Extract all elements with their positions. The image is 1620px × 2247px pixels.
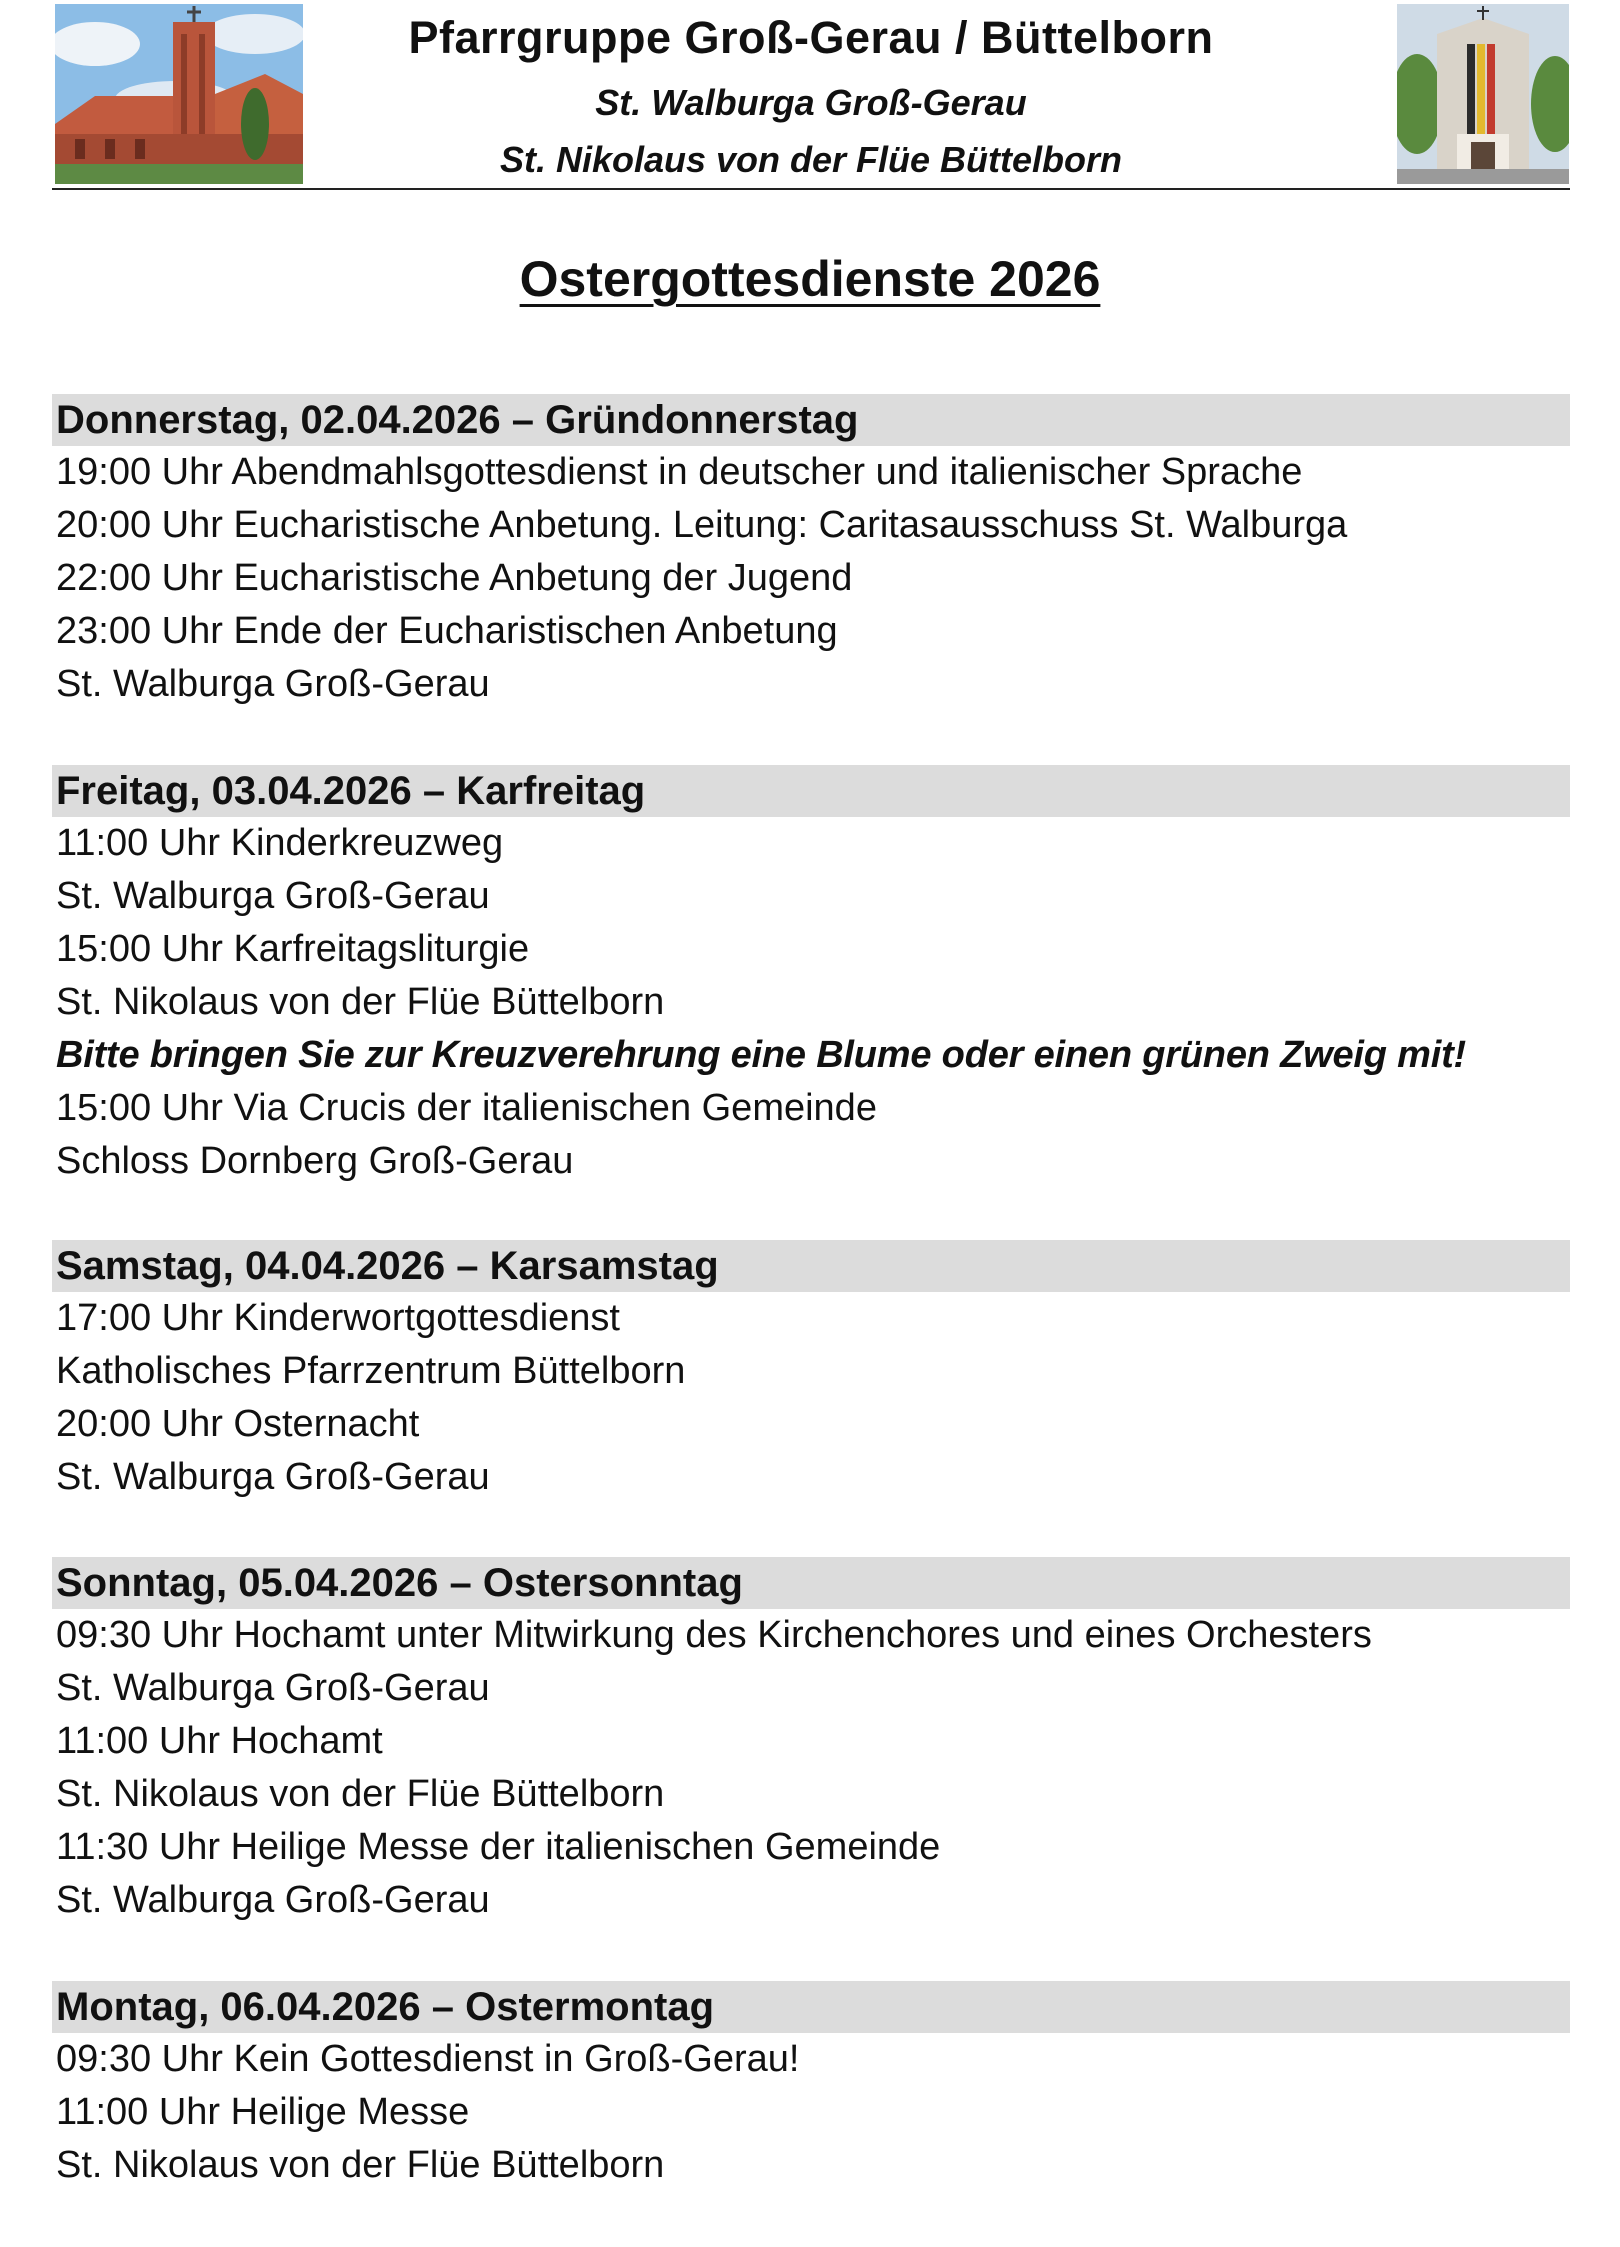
- location-line: Schloss Dornberg Groß-Gerau: [56, 1140, 574, 1182]
- schedule-line: 23:00 Uhr Ende der Eucharistischen Anbetung: [56, 610, 838, 652]
- day-header: Freitag, 03.04.2026 – Karfreitag: [52, 765, 1570, 817]
- parish-group-title: Pfarrgruppe Groß-Gerau / Büttelborn: [408, 12, 1214, 63]
- day-header: Donnerstag, 02.04.2026 – Gründonnerstag: [52, 394, 1570, 446]
- location-line: St. Nikolaus von der Flüe Büttelborn: [56, 1773, 665, 1815]
- day-header: Montag, 06.04.2026 – Ostermontag: [52, 1981, 1570, 2033]
- day-section-friday: [52, 765, 1570, 1188]
- schedule-line: 20:00 Uhr Osternacht: [56, 1403, 420, 1445]
- schedule-line: 22:00 Uhr Eucharistische Anbetung der Jugend: [56, 557, 853, 599]
- day-header: Samstag, 04.04.2026 – Karsamstag: [52, 1240, 1570, 1292]
- location-line: St. Walburga Groß-Gerau: [56, 663, 490, 705]
- location-line: St. Nikolaus von der Flüe Büttelborn: [56, 981, 665, 1023]
- location-line: St. Walburga Groß-Gerau: [56, 1667, 490, 1709]
- schedule-line: 09:30 Uhr Kein Gottesdienst in Groß-Gerau!: [56, 2038, 800, 2080]
- schedule-line: 20:00 Uhr Eucharistische Anbetung. Leitung: Caritasausschuss St. Walburga: [56, 504, 1348, 546]
- note-line: Bitte bringen Sie zur Kreuzverehrung eine Blume oder einen grünen Zweig mit!: [56, 1034, 1467, 1076]
- location-line: St. Walburga Groß-Gerau: [56, 1456, 490, 1498]
- location-line: St. Walburga Groß-Gerau: [56, 875, 490, 917]
- day-section-sunday: [52, 1557, 1570, 1927]
- day-header: Sonntag, 05.04.2026 – Ostersonntag: [52, 1557, 1570, 1609]
- schedule-line: 11:00 Uhr Hochamt: [56, 1720, 383, 1762]
- location-line: St. Walburga Groß-Gerau: [56, 1879, 490, 1921]
- page-title: Ostergottesdienste 2026: [519, 251, 1101, 307]
- schedule-line: 15:00 Uhr Karfreitagsliturgie: [56, 928, 530, 970]
- location-line: St. Nikolaus von der Flüe Büttelborn: [56, 2144, 665, 2186]
- day-section-monday: [52, 1981, 1570, 2192]
- location-line: Katholisches Pfarrzentrum Büttelborn: [56, 1350, 686, 1392]
- header-divider: [52, 188, 1570, 190]
- schedule-line: 17:00 Uhr Kinderwortgottesdienst: [56, 1297, 620, 1339]
- letterhead: [52, 0, 1570, 190]
- day-section-saturday: [52, 1240, 1570, 1504]
- parish-subtitle-walburga: St. Walburga Groß-Gerau: [595, 82, 1027, 123]
- schedule-line: 11:00 Uhr Heilige Messe: [56, 2091, 470, 2133]
- schedule-line: 11:00 Uhr Kinderkreuzweg: [56, 822, 504, 864]
- parish-subtitle-nikolaus: St. Nikolaus von der Flüe Büttelborn: [499, 139, 1123, 180]
- schedule-line: 09:30 Uhr Hochamt unter Mitwirkung des Kirchenchores und eines Orchesters: [56, 1614, 1372, 1656]
- day-section-thursday: [52, 394, 1570, 711]
- schedule-line: 15:00 Uhr Via Crucis der italienischen Gemeinde: [56, 1087, 877, 1129]
- schedule-line: 19:00 Uhr Abendmahlsgottesdienst in deutscher und italienischer Sprache: [56, 451, 1303, 493]
- schedule-line: 11:30 Uhr Heilige Messe der italienischen Gemeinde: [56, 1826, 941, 1868]
